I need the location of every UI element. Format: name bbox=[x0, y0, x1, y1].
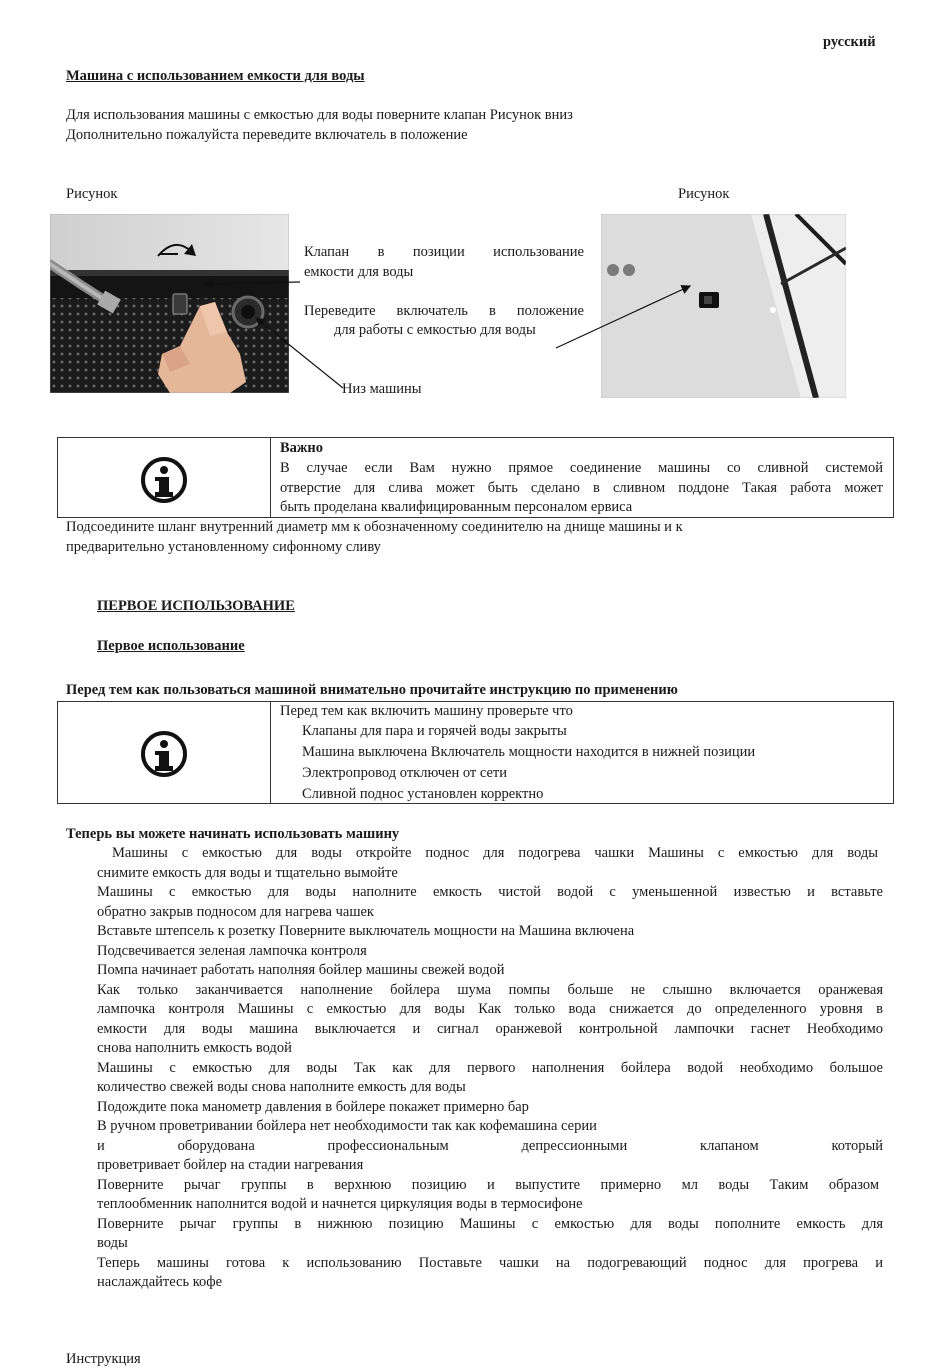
step-line: снова наполнить емкость водой bbox=[97, 1040, 292, 1056]
callout-switch-cont: для работы с емкостью для воды bbox=[334, 322, 536, 338]
paragraph-line: Подсоедините шланг внутренний диаметр мм к обозначенному соединителю на днище машины и к bbox=[66, 519, 683, 535]
figure-label-right: Рисунок bbox=[678, 186, 730, 202]
step-line: Машины с емкостью для воды откройте поднос для подогрева чашки Машины с емкостью для воды bbox=[112, 845, 878, 861]
checklist-item: Электропровод отключен от сети bbox=[302, 765, 507, 781]
step-line: воды bbox=[97, 1235, 128, 1251]
step-line: Поверните рычаг группы в нижнюю позицию Машины с емкостью для воды пополните емкость для bbox=[97, 1216, 883, 1232]
step-line: наслаждайтесь кофе bbox=[97, 1274, 223, 1290]
step-line: проветривает бойлер на стадии нагревания bbox=[97, 1157, 364, 1173]
step-line: Машины с емкостью для воды Так как для первого наполнения бойлера водой необходимо большое bbox=[97, 1060, 883, 1076]
checklist-intro: Перед тем как включить машину проверьте что bbox=[280, 703, 573, 719]
step-line: Поверните рычаг группы в верхнюю позицию и выпустите примерно мл воды Таким образом bbox=[97, 1177, 879, 1193]
language-label: русский bbox=[823, 34, 876, 50]
important-line: отверстие для слива может быть сделано в сливном поддоне Такая работа может bbox=[280, 480, 883, 496]
paragraph-line: Дополнительно пожалуйста переведите включатель в положение bbox=[66, 127, 468, 143]
step-line: емкости для воды машина выключается и сигнал оранжевой контрольной лампочки гаснет Необходимо bbox=[97, 1021, 883, 1037]
step-line: Подсвечивается зеленая лампочка контроля bbox=[97, 943, 367, 959]
callout-bottom: Низ машины bbox=[342, 381, 422, 397]
read-instructions: Перед тем как пользоваться машиной внимательно прочитайте инструкцию по применению bbox=[66, 682, 678, 698]
figure-label-left: Рисунок bbox=[66, 186, 118, 202]
step-line: теплообменник наполнится водой и начнется циркуляция воды в термосифоне bbox=[97, 1196, 583, 1212]
step-line: В ручном проветривании бойлера нет необходимости так как кофемашина серии bbox=[97, 1118, 597, 1134]
step-line: Машины с емкостью для воды наполните емкость чистой водой с уменьшенной известью и вставьте bbox=[97, 884, 883, 900]
step-line: лампочка контроля Машины с емкостью для воды Как только вода снижается до определенного уровня в bbox=[97, 1001, 883, 1017]
callout-valve-cont: емкости для воды bbox=[304, 264, 414, 280]
step-line: Вставьте штепсель к розетку Поверните выключатель мощности на Машина включена bbox=[97, 923, 635, 939]
callout-switch: Переведите включатель в положение bbox=[304, 303, 584, 319]
checklist-item: Машина выключена Включатель мощности находится в нижней позиции bbox=[302, 744, 756, 760]
paragraph-line: Для использования машины с емкостью для воды поверните клапан Рисунок вниз bbox=[66, 107, 573, 123]
step-line: Подождите пока манометр давления в бойлере покажет примерно бар bbox=[97, 1099, 529, 1115]
callout-arrows bbox=[0, 0, 950, 420]
heading-first-use: ПЕРВОЕ ИСПОЛЬЗОВАНИЕ bbox=[97, 598, 295, 614]
step-line: снимите емкость для воды и тщательно вымойте bbox=[97, 865, 398, 881]
subheading-first-use: Первое использование bbox=[97, 638, 245, 654]
step-line: Помпа начинает работать наполняя бойлер машины свежей водой bbox=[97, 962, 505, 978]
important-line: В случае если Вам нужно прямое соединение машины со сливной системой bbox=[280, 460, 883, 476]
important-line: быть проделана квалифицированным персоналом ервиса bbox=[280, 499, 633, 515]
step-line: и оборудована профессиональным депрессионными клапаном который bbox=[97, 1138, 883, 1154]
step-line: Как только заканчивается наполнение бойлера шума помпы больше не слышно включается оранжевая bbox=[97, 982, 883, 998]
paragraph-line: предварительно установленному сифонному сливу bbox=[66, 539, 381, 555]
box-divider bbox=[270, 437, 271, 518]
checklist-item: Сливной поднос установлен корректно bbox=[302, 786, 544, 802]
footer-label: Инструкция bbox=[66, 1351, 141, 1367]
section-title-water-tank: Машина с использованием емкости для воды bbox=[66, 68, 365, 84]
heading-start: Теперь вы можете начинать использовать машину bbox=[66, 826, 400, 842]
box-divider bbox=[270, 701, 271, 804]
step-line: обратно закрыв подносом для нагрева чашек bbox=[97, 904, 374, 920]
info-icon bbox=[141, 731, 187, 777]
step-line: Теперь машины готова к использованию Поставьте чашки на подогревающий поднос для прогрева и bbox=[97, 1255, 883, 1271]
callout-valve: Клапан в позиции использование bbox=[304, 244, 584, 260]
info-icon bbox=[141, 457, 187, 503]
important-title: Важно bbox=[280, 440, 324, 456]
step-line: количество свежей воды снова наполните емкость для воды bbox=[97, 1079, 466, 1095]
checklist-item: Клапаны для пара и горячей воды закрыты bbox=[302, 723, 567, 739]
